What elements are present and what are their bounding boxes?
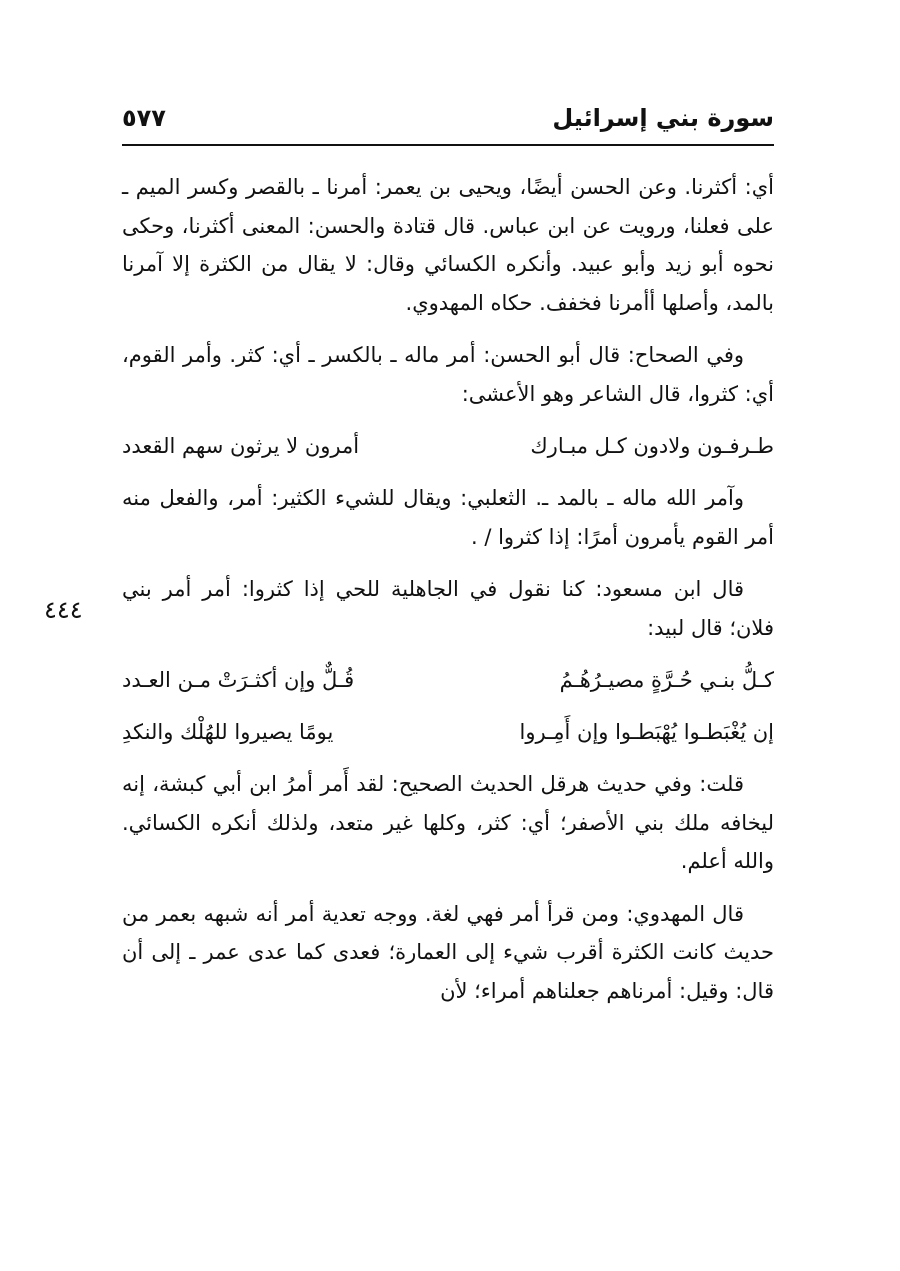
- verse-first-hemistich: إن يُغْبَطـوا يُهْبَطـوا وإن أَمِـروا: [519, 720, 774, 744]
- margin-reference-number: ٤٤٤: [44, 596, 83, 624]
- paragraph-1: أي: أكثرنا. وعن الحسن أيضًا، ويحيى بن يعمر: أمرنا ـ بالقصر وكسر الميم ـ على فعلنا، ورويت عن ابن عباس. قال قتادة والحسن: المعنى أكثرنا، وحكى نحوه أبو زيد وأبو عبيد. وأنكره الكسائي وقال: لا يقال من الكثرة إلا آمرنا بالمد، وأصلها أأمرنا فخفف. حكاه المهدوي.: [122, 175, 774, 315]
- paragraph-2: وفي الصحاح: قال أبو الحسن: أمر ماله ـ بالكسر ـ أي: كثر. وأمر القوم، أي: كثروا، قال الشاعر وهو الأعشى:: [122, 343, 774, 406]
- paragraph-6: قال المهدوي: ومن قرأ أمر فهي لغة. ووجه تعدية أمر أنه شبهه بعمر من حديث كانت الكثرة أقرب شيء إلى العمارة؛ فعدى كما عدى عمر ـ إلى أن قال: وقيل: أمرناهم جعلناهم أمراء؛ لأن: [122, 901, 774, 1003]
- page-header: [122, 98, 774, 146]
- page-number: ٥٧٧: [122, 104, 166, 132]
- verse-first-hemistich: كـلُّ بنـي حُـرَّةٍ مصيـرُهُـمُ: [559, 668, 774, 692]
- paragraph-5: قلت: وفي حديث هرقل الحديث الصحيح: لقد أَمر أمرُ ابن أبي كبشة، إنه ليخافه ملك بني الأصفر؛ أي: كثر، وكلها غير متعد، ولذلك أنكره الكسائي. والله أعلم.: [122, 772, 774, 873]
- paragraph-3: وآمر الله ماله ـ بالمد ـ. الثعلبي: ويقال للشيء الكثير: أمر، والفعل منه أمر القوم يأمرون أمرًا: إذا كثروا / .: [122, 486, 774, 549]
- verse-second-hemistich: يومًا يصيروا للهُلْك والنكدِ: [122, 720, 334, 744]
- verse-line: [122, 427, 774, 465]
- verse-first-hemistich: طـرفـون ولادون كـل مبـارك: [530, 434, 774, 458]
- verse-line: [122, 713, 774, 751]
- running-title: سورة بني إسرائيل: [552, 104, 774, 132]
- verse-second-hemistich: أمرون لا يرثون سهم القعدد: [122, 434, 360, 458]
- verse-second-hemistich: قُـلٌّ وإن أكثـرَتْ مـن العـدد: [122, 668, 355, 692]
- main-text: [122, 168, 774, 1024]
- verse-line: [122, 661, 774, 699]
- paragraph-4: قال ابن مسعود: كنا نقول في الجاهلية للحي إذا كثروا: أمر أمر بني فلان؛ قال لبيد:: [122, 577, 774, 640]
